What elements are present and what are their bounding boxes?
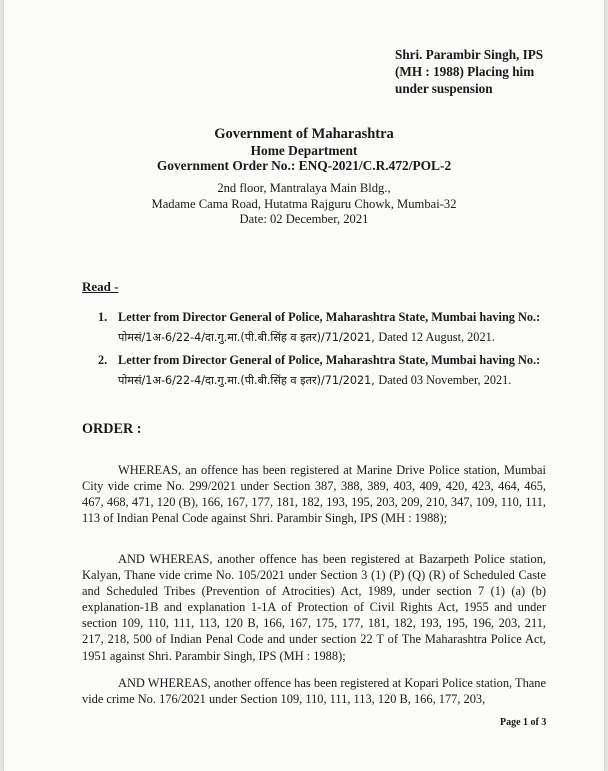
document-page [4,0,604,771]
reference-number: 1. [98,310,108,324]
order-number: Government Order No.: ENQ-2021/C.R.472/POL-2 [156,158,452,173]
reference-hindi-no: पोमसं/1अ-6/22-4/दा.गु.मा.(पी.बी.सिंह व इतर)/71/2021, [118,331,375,344]
order-paragraph-3: AND WHEREAS, another offence has been registered at Kopari Police station, Thane vide crime No. 176/2021 under Section 109, 110, 111, 113, 120 B, 166, 177, 203, [82,676,546,707]
government-title: Government of Maharashtra [214,126,394,142]
reference-hindi-no: पोमसं/1अ-6/22-4/दा.गु.मा.(पी.बी.सिंह व इतर)/71/2021, [118,374,375,387]
department-title: Home Department [250,143,358,158]
reference-title: Letter from Director General of Police, Maharashtra State, Mumbai having No.: [118,353,541,367]
order-heading: ORDER : [82,421,142,437]
page-number: Page 1 of 3 [500,717,547,728]
order-paragraph-1: WHEREAS, an offence has been registered at Marine Drive Police station, Mumbai City vide crime No. 299/2021 under Section 387, 388, 389, 403, 409, 420, 423, 464, 465, 467, 468, 471, 120 (B), 166, 167, 177, 181, 182, 193, 195, 203, 209, 210, 347, 109, 110, 111, 113 of Indian Penal Code against Shri. Parambir Singh, IPS (MH : 1988); [82,463,546,526]
address-block [4,181,604,228]
address-line-1: 2nd floor, Mantralaya Main Bldg., [217,181,391,195]
order-paragraph-2: AND WHEREAS, another offence has been registered at Bazarpeth Police station, Kalyan, Thane vide crime No. 105/2021 under Section 3 (1) (P) (Q) (R) of Scheduled Caste and Scheduled Tribes (Prevention of Atrocities) Act, 1989, under section 7 (1) (a) (b) explanation-1B and explanation 1-1A of Protection of Civil Rights Act, 1955 and under section 109, 110, 111, 113, 120 B, 166, 167, 175, 177, 181, 182, 193, 195, 196, 203, 211, 217, 218, 500 of Indian Penal Code and under section 22 T of The Maharashtra Police Act, 1951 against Shri. Parambir Singh, IPS (MH : 1988); [82,552,546,663]
order-date: Date: 02 December, 2021 [239,212,369,226]
reference-item-1 [98,307,568,348]
reference-date: Dated 12 August, 2021. [378,330,495,344]
read-heading: Read - [82,279,119,294]
reference-date: Dated 03 November, 2021. [378,373,512,387]
reference-item-2 [98,350,568,391]
reference-title: Letter from Director General of Police, Maharashtra State, Mumbai having No.: [118,310,541,324]
subject-line: Shri. Parambir Singh, IPS (MH : 1988) Placing him under suspension [395,47,544,96]
reference-number: 2. [98,353,108,367]
address-line-2: Madame Cama Road, Hutatma Rajguru Chowk, Mumbai-32 [151,196,457,211]
